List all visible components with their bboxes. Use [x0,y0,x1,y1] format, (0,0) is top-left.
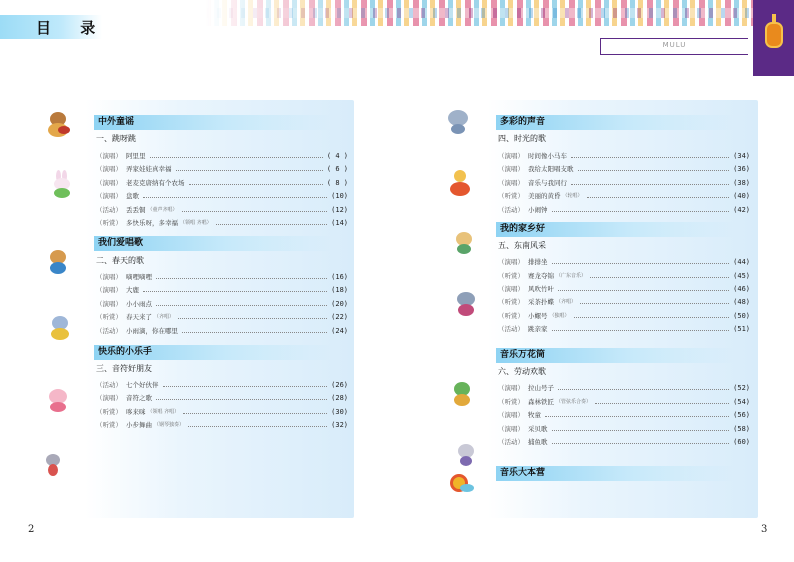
toc-entry[interactable] [96,164,348,175]
dot-leader [189,184,323,185]
entry-page: ( 8 ) [326,179,348,187]
entry-title: 嘀哩嘀哩 [126,273,152,281]
entry-page: (16) [331,273,348,281]
entry-type: （听赏） [498,298,524,306]
hippo-accordion-figure-icon [452,290,480,318]
entry-title: 跳亲家 [528,325,548,333]
unit-subheading: 六、劳动欢歌 [498,367,546,376]
entry-title: 捕鱼歌 [528,438,548,446]
entry-type: （演唱） [498,152,524,160]
entry-type: （活动） [96,206,122,214]
toc-entry[interactable] [498,191,750,202]
toc-entry[interactable] [498,257,750,268]
entry-page: (44) [733,258,750,266]
entry-type: （活动） [96,381,122,389]
entry-type: （听赏） [96,313,122,321]
entry-type: （听赏） [96,421,122,429]
entry-title: 采茶扑蝶 [528,298,554,306]
entry-title: 时间像小马车 [528,152,567,160]
entry-type: （活动） [498,325,524,333]
dot-leader [590,277,729,278]
entry-note: （管弦乐合奏） [556,399,592,405]
entry-title: 春天来了 [126,313,152,321]
entry-type: （演唱） [96,286,122,294]
entry-type: （活动） [498,206,524,214]
entry-note: （童声齐唱） [147,207,178,213]
dot-leader [558,290,729,291]
dot-leader [156,305,327,306]
dot-leader [587,197,730,198]
goat-figure-icon [452,440,480,468]
unit-heading: 快乐的小乐手 [94,345,334,360]
entry-note: （广东音乐） [556,273,587,279]
dot-leader [183,413,327,414]
dot-leader [163,386,328,387]
entry-page: (46) [733,285,750,293]
toc-entry[interactable] [96,393,348,404]
entry-page: (48) [733,298,750,306]
entry-page: (52) [733,384,750,392]
unit-subheading: 一、跳呀跳 [96,134,136,143]
dot-leader [545,416,729,417]
dot-leader [558,389,729,390]
entry-title: 小螺号 [528,312,548,320]
toc-entry[interactable] [498,164,750,175]
entry-note: （齐唱） [154,314,175,320]
unit-heading: 音乐大本营 [496,466,736,481]
entry-title: 盘歌 [126,192,139,200]
entry-note: （独唱） [549,313,570,319]
entry-page: (28) [331,394,348,402]
toc-entry[interactable] [96,272,348,283]
dot-leader [216,224,328,225]
bear-guitar-figure-icon [44,110,72,138]
unit-subheading: 三、音符好朋友 [96,364,152,373]
entry-title: 我给太阳唱支歌 [528,165,574,173]
dot-leader [182,332,327,333]
entry-title: 丢丢铜 [126,206,146,214]
entry-title: 大鹿 [126,286,139,294]
entry-title: 哆来咪 [126,408,146,416]
entry-type: （听赏） [96,408,122,416]
dot-leader [571,157,729,158]
dot-leader [580,303,729,304]
toc-entry[interactable] [96,285,348,296]
entry-page: (51) [733,325,750,333]
mulu-label: MULU [662,41,687,49]
entry-page: (54) [733,398,750,406]
lantern-icon [765,22,783,48]
toc-entry[interactable] [96,420,348,431]
toc-entry[interactable] [498,205,750,216]
toc-entry[interactable] [498,383,750,394]
entry-page: (36) [733,165,750,173]
entry-page: (45) [733,272,750,280]
unit-heading: 音乐万花筒 [496,348,736,363]
mouse-figure-icon [40,450,68,478]
entry-title: 赛龙夺锦 [528,272,554,280]
entry-type: （听赏） [498,312,524,320]
entry-type: （演唱） [96,300,122,308]
toc-entry[interactable] [96,312,348,323]
entry-title: 美丽的黄昏 [528,192,561,200]
entry-type: （演唱） [498,179,524,187]
toc-entry[interactable] [96,380,348,391]
elephant-figure-icon [444,108,472,136]
entry-type: （听赏） [498,192,524,200]
toc-entry[interactable] [498,178,750,189]
dot-leader [595,403,729,404]
unit-heading: 多彩的声音 [496,115,736,130]
dot-leader [571,184,729,185]
snail-figure-icon [446,470,474,498]
entry-page: (40) [733,192,750,200]
unit-subheading: 四、时光的歌 [498,134,546,143]
header-pattern-band-inner [205,8,753,18]
toc-entry[interactable] [498,324,750,335]
entry-title: 多快乐呀，多幸福 [126,219,178,227]
entry-type: （演唱） [498,411,524,419]
toc-entry[interactable] [498,397,750,408]
entry-type: （活动） [498,438,524,446]
entry-type: （听赏） [96,219,122,227]
entry-page: (34) [733,152,750,160]
right-contents-panel [440,100,758,518]
entry-title: 小闹钟 [528,206,548,214]
dot-leader [156,278,327,279]
entry-page: (20) [331,300,348,308]
entry-page: (32) [331,421,348,429]
entry-type: （演唱） [96,165,122,173]
entry-title: 音符之歌 [126,394,152,402]
dot-leader [156,399,327,400]
toc-entry[interactable] [498,284,750,295]
rooster-accordion-figure-icon [446,170,474,198]
entry-page: (22) [331,313,348,321]
unit-heading: 我们爱唱歌 [94,236,334,251]
toc-entry[interactable] [498,410,750,421]
dog-bell-figure-icon [450,228,478,256]
entry-title: 阿里里 [126,152,146,160]
entry-title: 音乐与我同行 [528,179,567,187]
toc-entry[interactable] [498,151,750,162]
entry-page: (30) [331,408,348,416]
entry-type: （活动） [96,327,122,335]
dot-leader [178,318,327,319]
entry-title: 老麦克唐纳有个农场 [126,179,185,187]
dot-leader [552,443,730,444]
page-title: 目 录 [36,19,108,37]
entry-type: （演唱） [96,192,122,200]
entry-title: 牧童 [528,411,541,419]
dot-leader [143,197,327,198]
entry-page: (18) [331,286,348,294]
toc-entry[interactable] [96,407,348,418]
entry-page: (26) [331,381,348,389]
page-number-left: 2 [28,524,35,535]
dot-leader [552,430,730,431]
entry-note: （钢琴独奏） [154,422,185,428]
entry-page: (56) [733,411,750,419]
entry-page: (42) [733,206,750,214]
unit-heading: 中外童谣 [94,115,334,130]
entry-type: （演唱） [96,152,122,160]
toc-entry[interactable] [498,311,750,322]
entry-page: (10) [331,192,348,200]
entry-title: 排排坐 [528,258,548,266]
pig-figure-icon [44,386,72,414]
toc-entry[interactable] [498,437,750,448]
dot-leader [143,291,327,292]
unit-heading: 我的家乡好 [496,222,736,237]
toc-entry[interactable] [96,299,348,310]
entry-title: 小小雨点 [126,300,152,308]
frog-figure-icon [448,380,476,408]
rabbit-figure-icon [48,170,76,198]
dot-leader [188,426,327,427]
entry-title: 风吹竹叶 [528,285,554,293]
monkey-figure-icon [44,248,72,276]
entry-type: （演唱） [498,258,524,266]
unit-subheading: 五、东南风采 [498,241,546,250]
entry-page: (60) [733,438,750,446]
toc-entry[interactable] [96,178,348,189]
toc-entry[interactable] [96,218,348,229]
entry-page: (14) [331,219,348,227]
header-lantern-decoration [753,0,794,76]
toc-entry[interactable] [96,205,348,216]
entry-page: (50) [733,312,750,320]
entry-note: （领唱 齐唱） [147,409,180,415]
toc-entry[interactable] [96,191,348,202]
dot-leader [150,157,323,158]
entry-page: (58) [733,425,750,433]
entry-note: （齐唱） [556,299,577,305]
entry-page: ( 6 ) [326,165,348,173]
dot-leader [574,317,730,318]
entry-type: （演唱） [498,384,524,392]
entry-title: 小雨滴，你在哪里 [126,327,178,335]
toc-entry[interactable] [498,271,750,282]
entry-type: （演唱） [498,425,524,433]
entry-page: (24) [331,327,348,335]
page-number-right: 3 [761,524,768,535]
toc-entry[interactable] [498,424,750,435]
entry-page: ( 4 ) [326,152,348,160]
toc-entry[interactable] [96,326,348,337]
dot-leader [552,263,730,264]
unit-subheading: 二、春天的歌 [96,256,144,265]
entry-type: （听赏） [498,398,524,406]
dot-leader [552,211,730,212]
entry-title: 小步舞曲 [126,421,152,429]
entry-type: （演唱） [498,285,524,293]
entry-type: （听赏） [498,272,524,280]
entry-note: （领唱 齐唱） [180,220,212,226]
entry-title: 七个好伙伴 [126,381,159,389]
cat-figure-icon [46,314,74,342]
entry-title: 森林铁匠 [528,398,554,406]
dot-leader [552,330,730,331]
entry-page: (12) [331,206,348,214]
dot-leader [182,211,328,212]
entry-title: 弄家娃娃真幸福 [126,165,172,173]
dot-leader [578,170,730,171]
entry-type: （演唱） [96,273,122,281]
entry-page: (38) [733,179,750,187]
entry-type: （演唱） [498,165,524,173]
dot-leader [176,170,323,171]
entry-note: （轮唱） [562,193,583,199]
toc-entry[interactable] [96,151,348,162]
entry-title: 采贝歌 [528,425,548,433]
mulu-label-box [600,38,748,55]
entry-title: 拉山号子 [528,384,554,392]
toc-entry[interactable] [498,297,750,308]
entry-type: （演唱） [96,179,122,187]
entry-type: （演唱） [96,394,122,402]
